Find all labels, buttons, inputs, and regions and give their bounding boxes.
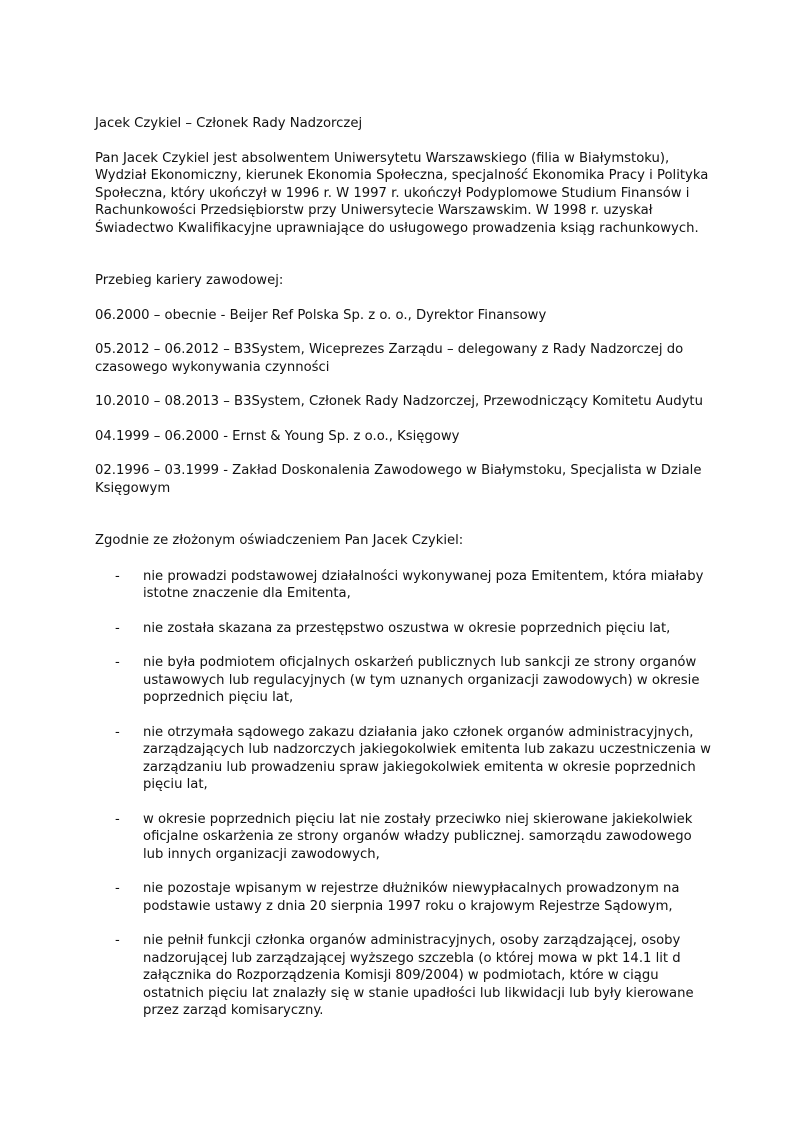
bio-paragraph: Pan Jacek Czykiel jest absolwentem Uniwersytetu Warszawskiego (filia w Białymstoku), Wydział Ekonomiczny, kierunek Ekonomia Społeczna, specjalność Ekonomika Pracy i Polityka Społeczna, który ukończył w 1996 r. W 1997 r. ukończył Podyplomowe Studium Finansów i Rachunkowości Przedsiębiorstw przy Uniwersytecie Warszawskim. W 1998 r. uzyskał Świadectwo Kwalifikacyjne uprawniające do usługowego prowadzenia ksiąg rachunkowych. xyxy=(95,150,709,236)
career-item: 02.1996 – 03.1999 - Zakład Doskonalenia Zawodowego w Białymstoku, Specjalista w Dziale Księgowym xyxy=(95,463,702,496)
declaration-item xyxy=(95,568,715,603)
declaration-item xyxy=(95,811,715,864)
declaration-item xyxy=(95,620,715,638)
declaration-item xyxy=(95,880,715,915)
declaration-item xyxy=(95,724,715,794)
career-list xyxy=(95,307,715,498)
bullet-dash: - xyxy=(115,811,120,827)
career-item: 05.2012 – 06.2012 – B3System, Wiceprezes Zarządu – delegowany z Rady Nadzorczej do czasowego wykonywania czynności xyxy=(95,342,684,375)
career-item: 10.2010 – 08.2013 – B3System, Członek Rady Nadzorczej, Przewodniczący Komitetu Audytu xyxy=(95,394,703,409)
bullet-dash: - xyxy=(115,724,120,740)
declaration-text: nie pozostaje wpisanym w rejestrze dłużników niewypłacalnych prowadzonym na podstawie ustawy z dnia 20 sierpnia 1997 roku o krajowym Rejestrze Sądowym, xyxy=(143,881,680,914)
declaration-text: nie prowadzi podstawowej działalności wykonywanej poza Emitentem, która miałaby istotne znaczenie dla Emitenta, xyxy=(143,568,704,601)
bullet-dash: - xyxy=(115,933,120,948)
declaration-item xyxy=(95,654,715,707)
declaration-text: nie była podmiotem oficjalnych oskarżeń publicznych lub sankcji ze strony organów ustawowych lub regulacyjnych (w tym uznanych organizacji zawodowych) w okresie poprzednich pięciu lat, xyxy=(143,655,700,705)
declaration-text: nie została skazana za przestępstwo oszustwa w okresie poprzednich pięciu lat, xyxy=(143,620,671,636)
career-item: 04.1999 – 06.2000 - Ernst & Young Sp. z o.o., Księgowy xyxy=(95,428,460,444)
declaration-text: w okresie poprzednich pięciu lat nie zostały przeciwko niej skierowane jakiekolwiek oficjalne oskarżenia ze strony organów władzy publicznej. samorządu zawodowego lub innych organizacji zawodowych, xyxy=(143,811,693,862)
declaration-item xyxy=(95,932,715,1020)
document-title: Jacek Czykiel – Członek Rady Nadzorczej xyxy=(95,116,363,131)
bullet-dash: - xyxy=(115,881,120,896)
bullet-dash: - xyxy=(115,568,120,584)
statement-heading: Zgodnie ze złożonym oświadczeniem Pan Jacek Czykiel: xyxy=(95,533,464,548)
document-page xyxy=(95,115,715,1037)
career-heading: Przebieg kariery zawodowej: xyxy=(95,273,284,288)
declaration-text: nie pełnił funkcji członka organów administracyjnych, osoby zarządzającej, osoby nadzorującej lub zarządzającej wyższego szczebla (o której mowa w pkt 14.1 lit d załącznika do Rozporządzenia Komisji 809/2004) w podmiotach, które w ciągu ostatnich pięciu lat znalazły się w stanie upadłości lub likwidacji lub były kierowane przez zarząd komisaryczny. xyxy=(143,933,694,1018)
declaration-text: nie otrzymała sądowego zakazu działania jako członek organów administracyjnych, zarządzających lub nadzorczych jakiegokolwiek emitenta lub zakazu uczestniczenia w zarządzaniu lub prowadzeniu spraw jakiegokolwiek emitenta w okresie poprzednich pięciu lat, xyxy=(143,724,711,792)
career-item: 06.2000 – obecnie - Beijer Ref Polska Sp. z o. o., Dyrektor Finansowy xyxy=(95,307,547,323)
bullet-dash: - xyxy=(115,655,120,670)
declarations-list xyxy=(95,568,715,1020)
bullet-dash: - xyxy=(115,620,120,636)
